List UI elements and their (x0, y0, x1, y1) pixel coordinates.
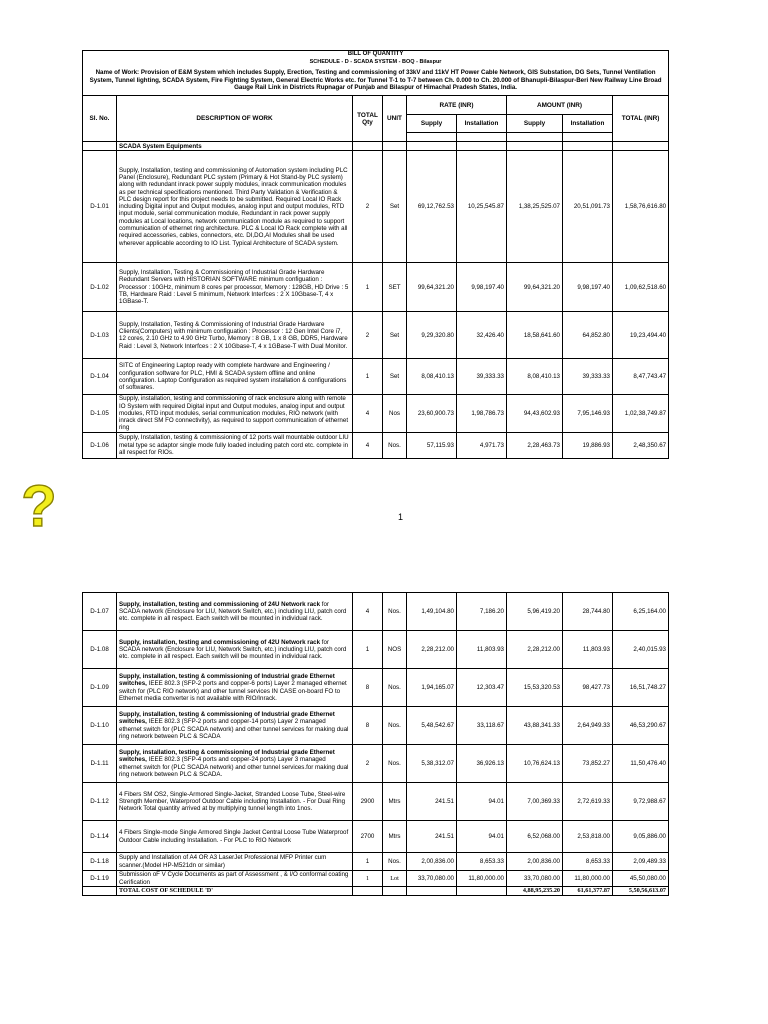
table-cell: Supply and Installation of A4 OR A3 LaserJet Professional MFP Printer cum scanner.(Model HP-M521dn or similar) (117, 853, 353, 871)
table-cell: Supply, Installation, testing and commissioning of Automation system including PLC Panel (Enclosure), Redundant PLC system (Primary & Hot Stand-by PLC system) along with redundant inrack power supply modules, inrack communication modules as per technical specifications mentioned. Third Party Validation & Verification & PLC design report for this project needs to be submitted. Required Local IO Rack including Digital input and Output modules, analog input and output modules, RTD input module, serial communication module, Redundant in rack power supply modules at Local locations, network communication module as required to support communication of ethernet ring architecture. PLC & Local IO Rack complete with all required accessories, cables, connectors, etc. DI,DO,AI Modules shall be used wherever applicable according to IO List. Typical Architecture of SCADA system. (117, 151, 353, 263)
page-number: 1 (398, 512, 404, 522)
table-cell: Mtrs (383, 783, 407, 821)
table-cell: 2,09,489.33 (613, 853, 669, 871)
table-cell: 2700 (353, 821, 383, 853)
table-cell: 2,40,015.93 (613, 631, 669, 669)
table-cell: Supply, Installation, Testing & Commissioning of Industrial Grade Hardware Redundant Servers with HISTORIAN SOFTWARE minimum configuation : Processor : 10GHz, minimum 8 cores per processor, Memory : 128GB, HD Drive : 5 TB, Hardware Raid : Level 5 minimum, Network Interfces : 2 X 10Gbase-T, 4 x 1GBase-T. (117, 263, 353, 312)
table-row (83, 263, 669, 312)
cell-text: IEEE 802.3 (SFP-2 ports and copper-14 ports) Layer 2 managed ethernet switch for (PLC SCADA network) and other tunnel services for making dual ring network between PLC & SCADA (119, 718, 349, 740)
table-cell (117, 593, 353, 631)
table-row (83, 669, 669, 707)
table-row (83, 593, 669, 631)
table-cell: D-1.01 (83, 151, 117, 263)
total-row (83, 887, 669, 896)
table-cell: Supply, installation, testing and commissioning of rack enclosure along with remote IO System with required Digital input and Output modules, analog input and output modules, RTD input modules, serial communication modules, RIO network (with inrack direct SM FO connectivity), as required to support communication of ethernet ring (117, 395, 353, 432)
table-cell: SITC of Engineering Laptop ready with complete hardware and Engineering / configuration software for PLC, HMI & SCADA system offline and online configuration. Laptop Configuration as required system installation & configurations of softwares. (117, 359, 353, 395)
boq-table-page-1 (82, 50, 669, 459)
table-cell: 2,53,818.00 (563, 821, 613, 853)
table-cell: D-1.10 (83, 707, 117, 745)
table-cell: 241.51 (407, 821, 457, 853)
table-cell: 99,64,321.20 (507, 263, 563, 312)
table-cell: 7,186.20 (457, 593, 507, 631)
table-cell: 2 (353, 312, 383, 359)
table-cell: D-1.11 (83, 745, 117, 783)
table-cell: 1,98,786.73 (457, 395, 507, 432)
header-unit: UNIT (383, 96, 407, 142)
table-cell: 4 (353, 432, 383, 458)
table-cell (457, 887, 507, 896)
table-cell: 2900 (353, 783, 383, 821)
table-cell (383, 142, 407, 151)
table-cell: D-1.14 (83, 821, 117, 853)
table-cell: Lot (383, 871, 407, 887)
table-cell (507, 142, 563, 151)
table-cell: 39,333.33 (457, 359, 507, 395)
table-cell (407, 142, 457, 151)
table-cell: D-1.03 (83, 312, 117, 359)
table-cell: 32,426.40 (457, 312, 507, 359)
table-cell: 8 (353, 669, 383, 707)
header-sl-no: Sl. No. (83, 96, 117, 142)
table-cell: 2,28,212.00 (407, 631, 457, 669)
table-cell: 10,76,624.13 (507, 745, 563, 783)
table-row (83, 359, 669, 395)
table-cell: 11,803.93 (457, 631, 507, 669)
table-cell (457, 142, 507, 151)
table-cell: 11,803.93 (563, 631, 613, 669)
table-cell: 5,48,542.67 (407, 707, 457, 745)
cell-text: IEEE 802.3 (SFP-2 ports and copper-6 ports) Layer 2 managed ethernet switch for (PLC RIO network) and other tunnel services IN CASE on-board FO to Ethernet media converter is not available with RIO/Inrack. (119, 680, 347, 702)
table-cell: 11,50,476.40 (613, 745, 669, 783)
header-rate: RATE (INR) (407, 96, 507, 115)
table-row (83, 871, 669, 887)
table-cell: 28,744.80 (563, 593, 613, 631)
table-cell: 2,28,212.00 (507, 631, 563, 669)
table-cell (457, 133, 507, 142)
table-cell: 94.01 (457, 783, 507, 821)
document-subtitle: SCHEDULE - D - SCADA SYSTEM - BOQ - Bilaspur (83, 59, 669, 66)
table-cell: 2,64,949.33 (563, 707, 613, 745)
table-cell: 98,427.73 (563, 669, 613, 707)
table-row (83, 853, 669, 871)
grand-total: 5,50,56,613.07 (613, 887, 669, 896)
table-row (83, 432, 669, 458)
table-cell: Nos (383, 395, 407, 432)
table-cell: 23,60,900.73 (407, 395, 457, 432)
table-cell: D-1.08 (83, 631, 117, 669)
header-description: DESCRIPTION OF WORK (117, 96, 353, 142)
cell-text: Supply, installation, testing & commissioning of Industrial grade Ethernet switches, (119, 748, 335, 764)
svg-text:?: ? (21, 474, 57, 534)
table-cell: 11,80,000.00 (457, 871, 507, 887)
table-cell: Supply, Installation, testing & commissioning of 12 ports wall mountable outdoor LIU metal type sc adaptor single mode fully loaded including patch cord etc. complete in all respect for RIOs. (117, 432, 353, 458)
table-cell: D-1.02 (83, 263, 117, 312)
table-cell: 1,02,38,749.87 (613, 395, 669, 432)
table-cell: 94.01 (457, 821, 507, 853)
table-cell: 9,98,197.40 (563, 263, 613, 312)
table-row (83, 395, 669, 432)
table-row (83, 151, 669, 263)
table-cell: Mtrs (383, 821, 407, 853)
table-cell: 2,00,836.00 (407, 853, 457, 871)
cell-text: for SCADA network (Enclosure for LIU, Network Switch, etc.) including LIU, patch cord etc. complete in all respect. Each switch will be mounted in individual rack. (119, 600, 347, 623)
table-cell: 1,09,62,518.60 (613, 263, 669, 312)
table-cell: 7,95,146.93 (563, 395, 613, 432)
table-cell: 64,852.80 (563, 312, 613, 359)
total-amount-installation: 61,61,377.87 (563, 887, 613, 896)
table-cell (117, 745, 353, 783)
table-cell: 19,886.93 (563, 432, 613, 458)
table-cell: 2,00,836.00 (507, 853, 563, 871)
table-cell (507, 133, 563, 142)
table-row (83, 707, 669, 745)
table-cell: 1 (353, 853, 383, 871)
table-cell: 2 (353, 745, 383, 783)
table-cell: 46,53,290.67 (613, 707, 669, 745)
table-cell: 57,115.93 (407, 432, 457, 458)
table-cell: D-1.05 (83, 395, 117, 432)
header-rate-supply: Supply (407, 115, 457, 133)
table-cell: Nos. (383, 432, 407, 458)
table-cell: 9,72,988.67 (613, 783, 669, 821)
table-cell: 5,96,419.20 (507, 593, 563, 631)
table-cell: 8,47,743.47 (613, 359, 669, 395)
table-cell: 94,43,602.93 (507, 395, 563, 432)
table-cell: 9,05,886.00 (613, 821, 669, 853)
cell-text: Supply, installation, testing & commissioning of Industrial grade Ethernet switches, (119, 672, 335, 688)
table-cell: 11,80,000.00 (563, 871, 613, 887)
table-cell: Supply, Installation, Testing & Commissioning of Industrial Grade Hardware Clients(Computers) with minimum configuation : Processor : 12 Gen Intel Core i7, 12 cores, 2.10 GHz to 4.90 GHz Turbo, Memory : 8 GB, 1 x 8 GB, DDR5, Hardware Raid : Level 3, Network Interfces : 2 X 10Gbase-T, 4 x 1GBase-T with Dual Monitor. (117, 312, 353, 359)
table-cell (117, 631, 353, 669)
table-cell: 4 (353, 593, 383, 631)
table-cell: 9,98,197.40 (457, 263, 507, 312)
table-cell: 73,852.27 (563, 745, 613, 783)
table-cell (407, 133, 457, 142)
header-amount-supply: Supply (507, 115, 563, 133)
question-mark-icon (14, 474, 64, 534)
table-cell: Nos. (383, 593, 407, 631)
table-cell: 8,08,410.13 (407, 359, 457, 395)
table-cell: 1 (353, 359, 383, 395)
table-cell: 2,48,350.67 (613, 432, 669, 458)
table-cell: Nos. (383, 707, 407, 745)
table-cell: 12,303.47 (457, 669, 507, 707)
table-cell (117, 707, 353, 745)
table-cell: 8,08,410.13 (507, 359, 563, 395)
table-cell: 6,25,164.00 (613, 593, 669, 631)
cell-text: for SCADA network (Enclosure for LIU, Network Switch, etc.) including LIU, patch cord etc. complete in all respect. Each switch will be mounted in individual rack. (119, 638, 347, 661)
table-cell: Nos. (383, 669, 407, 707)
header-rate-installation: Installation (457, 115, 507, 133)
table-cell: 33,118.67 (457, 707, 507, 745)
table-cell: Set (383, 312, 407, 359)
table-cell: 19,23,494.40 (613, 312, 669, 359)
table-cell: 45,50,080.00 (613, 871, 669, 887)
table-cell: Nos. (383, 745, 407, 783)
table-cell: 15,53,320.53 (507, 669, 563, 707)
table-cell: 1,38,25,525.07 (507, 151, 563, 263)
table-cell (613, 142, 669, 151)
header-total-qty: TOTAL Qty (353, 96, 383, 142)
table-cell: 4 Fibers Single-mode Single Armored Single Jacket Central Loose Tube Waterproof Outdoor Cable including Installation. - For PLC to RIO Network (117, 821, 353, 853)
table-cell: 8 (353, 707, 383, 745)
table-cell: Set (383, 359, 407, 395)
table-cell (407, 887, 457, 896)
table-row (83, 821, 669, 853)
header-total: TOTAL (INR) (613, 96, 669, 142)
table-cell: 2,28,463.73 (507, 432, 563, 458)
total-label: TOTAL COST OF SCHEDULE 'D' (117, 887, 353, 896)
table-cell: SET (383, 263, 407, 312)
table-row (83, 783, 669, 821)
table-cell: NOS (383, 631, 407, 669)
table-cell: 1,49,104.80 (407, 593, 457, 631)
table-cell: 1,58,76,616.80 (613, 151, 669, 263)
table-cell (117, 669, 353, 707)
table-cell: 4 (353, 395, 383, 432)
cell-text: IEEE 802.3 (SFP-4 ports and copper-24 ports) Layer 3 managed ethernet switch for (PLC SCADA network) and other tunnel services.for making dual ring network between PLC & SCADA. (119, 756, 349, 778)
table-cell: 39,333.33 (563, 359, 613, 395)
table-cell: Nos. (383, 853, 407, 871)
table-cell: D-1.18 (83, 853, 117, 871)
table-cell: D-1.09 (83, 669, 117, 707)
table-cell: Set (383, 151, 407, 263)
cell-text: Supply, installation, testing & commissioning of Industrial grade Ethernet switches, (119, 710, 335, 726)
table-cell (563, 133, 613, 142)
name-of-work: Name of Work: Provision of E&M System which includes Supply, Erection, Testing and commissioning of 33kV and 11kV HT Power Cable Network, GIS Substation, DG Sets, Tunnel Ventilation System, Tunnel lighting, SCADA System, Fire Fighting System, General Electric Works etc. for Tunnel T-1 to T-7 between Ch. 0.000 to Ch. 20.000 of Bhanupli-Bilaspur-Beri New Railway Line Broad Gauge Rail Link in Districts Rupnagar of Punjab and Bilaspur of Himachal Pradesh States, India. (83, 66, 669, 96)
table-row (83, 312, 669, 359)
table-cell: D-1.19 (83, 871, 117, 887)
document-title: BILL OF QUANTITY (83, 51, 669, 59)
table-cell: 9,29,320.80 (407, 312, 457, 359)
table-cell: 69,12,762.53 (407, 151, 457, 263)
table-cell: 1 (353, 631, 383, 669)
table-cell: 4 Fibers SM OS2, Single-Armored Single-Jacket, Stranded Loose Tube, Steel-wire Strength Member, Waterproof Outdoor Cable including Installation. - For Dual Ring Network Total quantity arrived at by multiplying tunnel length into 1nos. (117, 783, 353, 821)
table-cell: 2,72,619.33 (563, 783, 613, 821)
table-cell: 99,64,321.20 (407, 263, 457, 312)
table-cell: 20,51,091.73 (563, 151, 613, 263)
table-cell (353, 142, 383, 151)
table-cell: 1 (353, 871, 383, 887)
header-amount-installation: Installation (563, 115, 613, 133)
table-cell: D-1.06 (83, 432, 117, 458)
total-amount-supply: 4,88,95,235.20 (507, 887, 563, 896)
table-cell: 7,00,369.33 (507, 783, 563, 821)
table-cell: D-1.07 (83, 593, 117, 631)
table-cell: 2 (353, 151, 383, 263)
table-cell: 43,88,341.33 (507, 707, 563, 745)
table-cell: 5,38,312.07 (407, 745, 457, 783)
table-cell: 18,58,641.60 (507, 312, 563, 359)
table-cell: D-1.04 (83, 359, 117, 395)
table-cell: 8,653.33 (563, 853, 613, 871)
section-title: SCADA System Equipments (117, 142, 353, 151)
table-cell: 6,52,068.00 (507, 821, 563, 853)
table-cell (563, 142, 613, 151)
table-cell: 1,94,165.07 (407, 669, 457, 707)
table-cell: D-1.12 (83, 783, 117, 821)
table-cell: 33,70,080.00 (407, 871, 457, 887)
cell-text: Supply, installation, testing and commissioning of 24U Network rack (119, 600, 321, 608)
cell-text: Supply, installation, testing and commissioning of 42U Network rack (119, 638, 321, 646)
header-amount: AMOUNT (INR) (507, 96, 613, 115)
table-cell (83, 887, 117, 896)
table-cell: 241.51 (407, 783, 457, 821)
table-row (83, 631, 669, 669)
table-cell: 16,51,748.27 (613, 669, 669, 707)
table-row (83, 745, 669, 783)
table-cell (383, 887, 407, 896)
boq-table-page-2 (82, 592, 669, 896)
table-cell: 4,971.73 (457, 432, 507, 458)
table-cell: Submission oF V Cycle Documents as part of Assessment , & I/O conformal coating Cerification (117, 871, 353, 887)
table-cell: 1 (353, 263, 383, 312)
table-cell: 10,25,545.87 (457, 151, 507, 263)
table-cell: 33,70,080.00 (507, 871, 563, 887)
table-cell: 8,653.33 (457, 853, 507, 871)
table-cell (83, 142, 117, 151)
table-cell: 36,926.13 (457, 745, 507, 783)
table-cell (353, 887, 383, 896)
